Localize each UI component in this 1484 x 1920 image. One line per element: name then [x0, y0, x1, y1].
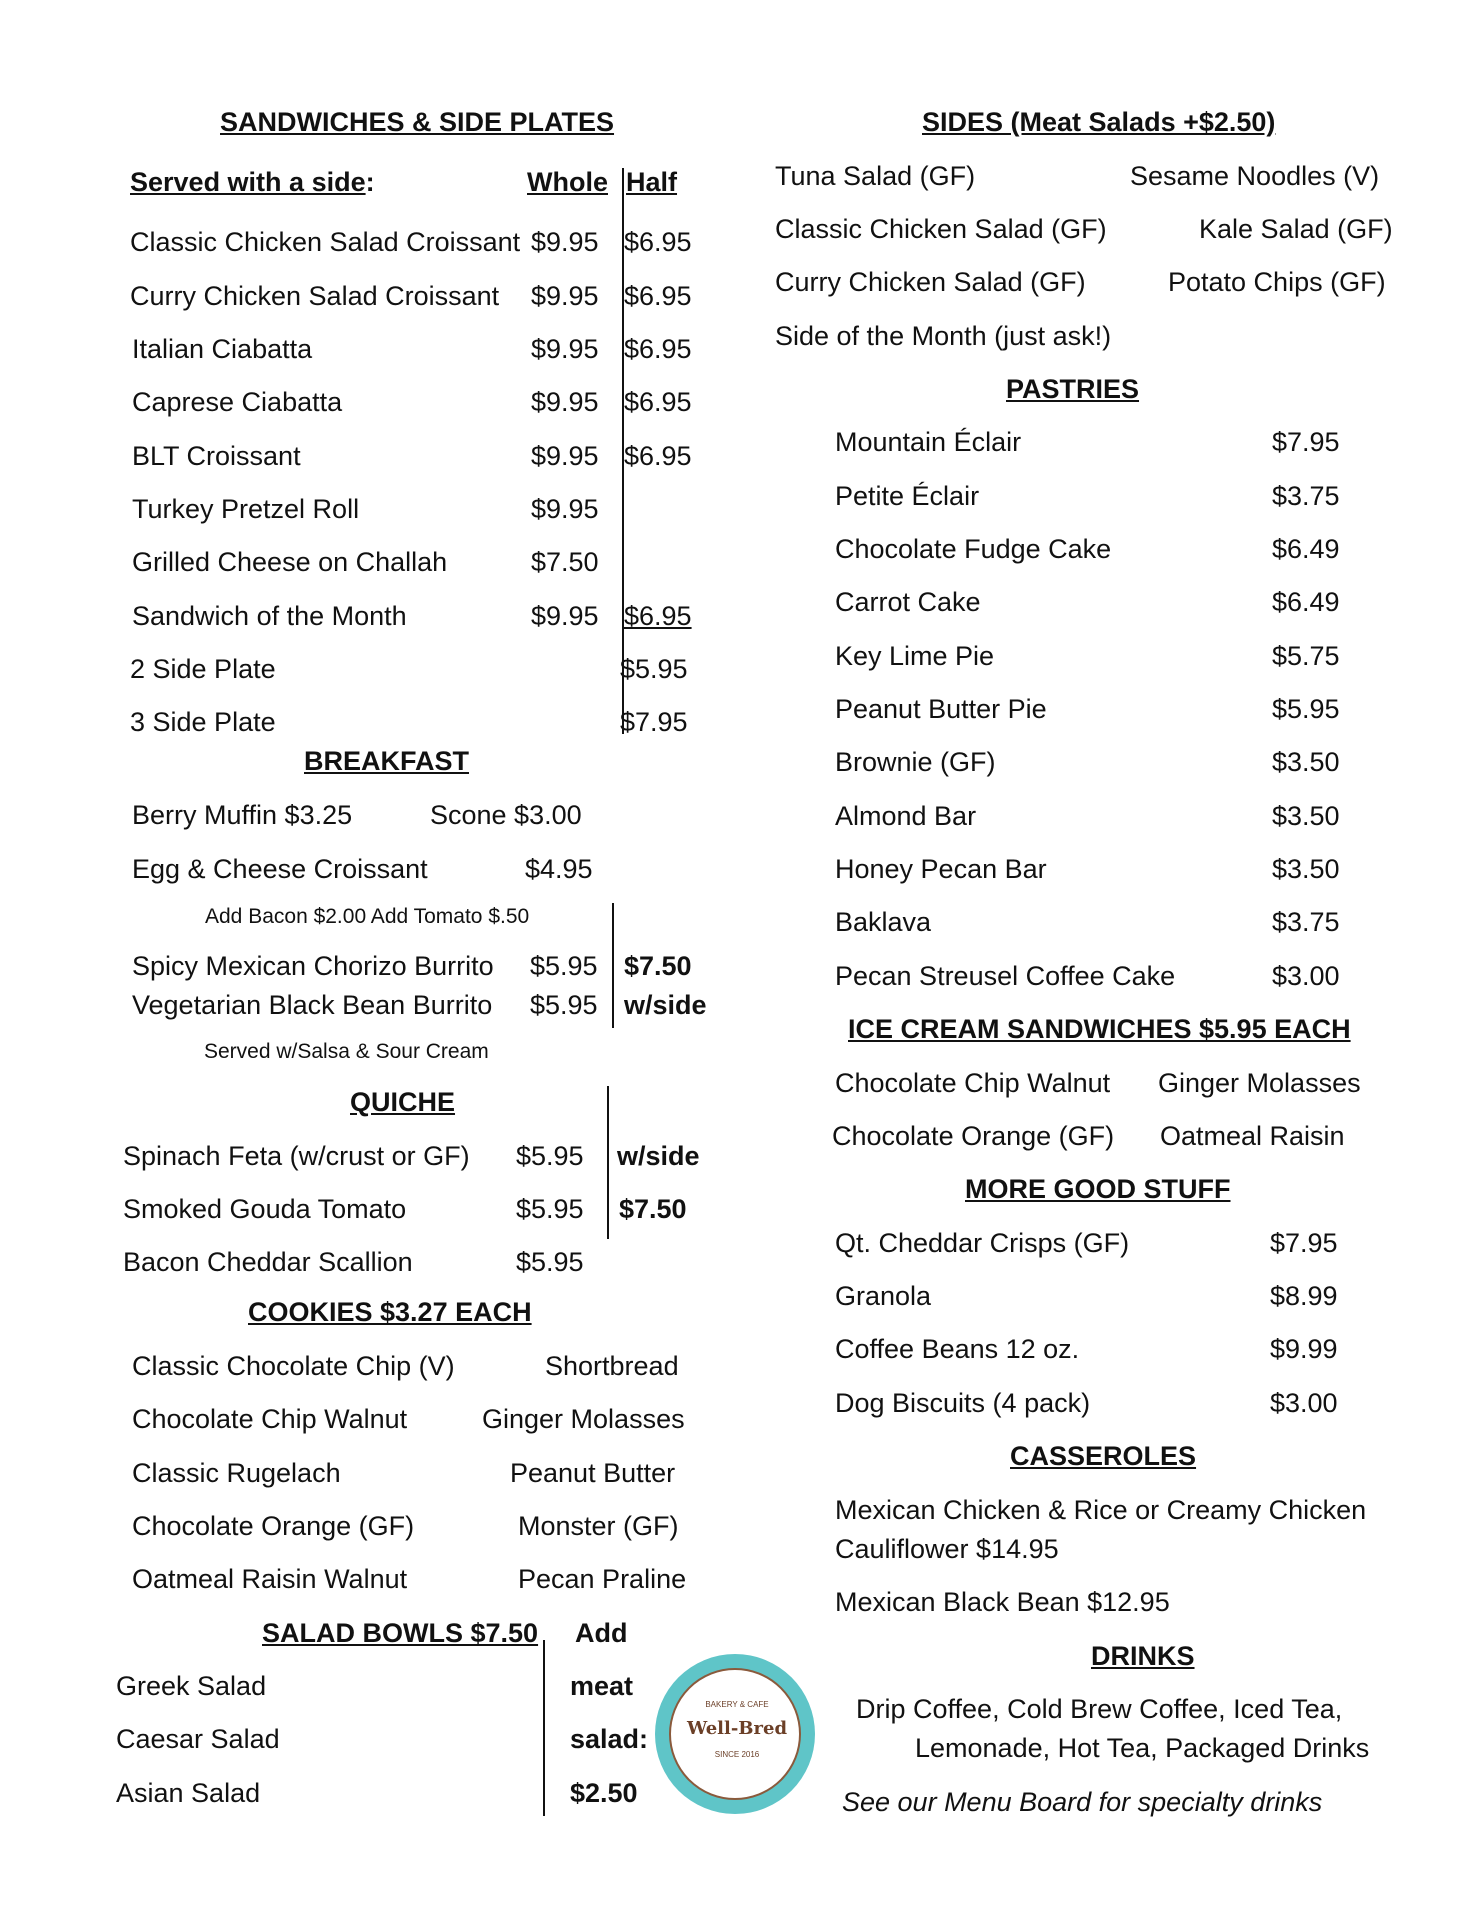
sandwich-whole-price: $9.95	[531, 227, 599, 257]
pastries-heading: PASTRIES	[1006, 374, 1140, 404]
cookie-item: Chocolate Chip Walnut	[132, 1404, 408, 1434]
ice-cream-heading: ICE CREAM SANDWICHES $5.95 EACH	[848, 1014, 1351, 1044]
casserole-line: Mexican Black Bean $12.95	[835, 1587, 1170, 1617]
salad-item: Asian Salad	[116, 1778, 261, 1808]
well-bred-logo	[655, 1654, 815, 1814]
quiche-side-label: w/side	[617, 1141, 700, 1171]
quiche-side-price: $7.50	[619, 1194, 687, 1224]
cookie-item: Oatmeal Raisin Walnut	[132, 1564, 408, 1594]
quiche-name: Bacon Cheddar Scallion	[123, 1247, 413, 1277]
sandwich-name: Sandwich of the Month	[132, 601, 407, 631]
breakfast-heading: BREAKFAST	[304, 746, 470, 776]
quiche-price: $5.95	[516, 1194, 584, 1224]
salad-add-price: $2.50	[570, 1778, 638, 1808]
sandwich-whole-price: $9.95	[531, 387, 599, 417]
burrito-side-label: w/side	[624, 990, 707, 1020]
sandwich-name: BLT Croissant	[132, 441, 301, 471]
logo-inner-ring	[669, 1668, 801, 1800]
sandwich-half-price: $6.95	[624, 441, 692, 471]
served-with-side-label	[130, 166, 375, 198]
pastry-price: $6.49	[1272, 587, 1340, 617]
drinks-line: Drip Coffee, Cold Brew Coffee, Iced Tea,	[856, 1694, 1343, 1724]
drinks-line: Lemonade, Hot Tea, Packaged Drinks	[915, 1733, 1370, 1763]
cookie-item: Monster (GF)	[518, 1511, 679, 1541]
sandwich-half-price: $6.95	[624, 227, 692, 257]
chorizo-burrito: Spicy Mexican Chorizo Burrito	[132, 951, 494, 981]
side-item: Potato Chips (GF)	[1168, 267, 1386, 297]
quiche-name: Smoked Gouda Tomato	[123, 1194, 407, 1224]
pastry-name: Key Lime Pie	[835, 641, 995, 671]
sandwich-name: Italian Ciabatta	[132, 334, 313, 364]
quiche-name: Spinach Feta (w/crust or GF)	[123, 1141, 470, 1171]
sandwich-whole-price: $9.95	[531, 441, 599, 471]
pastry-name: Petite Éclair	[835, 481, 980, 511]
more-item-name: Coffee Beans 12 oz.	[835, 1334, 1080, 1364]
sandwich-whole-price: $9.95	[531, 601, 599, 631]
cookie-item: Pecan Praline	[518, 1564, 687, 1594]
salad-divider-line	[543, 1640, 545, 1816]
sandwich-name: Grilled Cheese on Challah	[132, 547, 448, 577]
served-colon: :	[365, 167, 375, 197]
sandwich-half-price: $6.95	[624, 601, 692, 631]
burrito-side-price: $7.50	[624, 951, 692, 981]
pastry-price: $3.50	[1272, 747, 1340, 777]
pastry-price: $3.75	[1272, 481, 1340, 511]
pastry-name: Baklava	[835, 907, 932, 937]
pastry-name: Pecan Streusel Coffee Cake	[835, 961, 1176, 991]
salad-add-label: Add	[575, 1618, 628, 1648]
chorizo-burrito-price: $5.95	[530, 951, 598, 981]
pastry-name: Brownie (GF)	[835, 747, 996, 777]
more-item-name: Granola	[835, 1281, 932, 1311]
side-plate-name: 2 Side Plate	[130, 654, 276, 684]
sandwich-name: Curry Chicken Salad Croissant	[130, 281, 500, 311]
more-item-price: $3.00	[1270, 1388, 1338, 1418]
burrito-divider-line	[612, 903, 614, 1028]
sandwich-name: Classic Chicken Salad Croissant	[130, 227, 521, 257]
salad-item: Greek Salad	[116, 1671, 267, 1701]
pastry-price: $3.00	[1272, 961, 1340, 991]
sandwich-whole-price: $7.50	[531, 547, 599, 577]
quiche-price: $5.95	[516, 1247, 584, 1277]
sandwich-whole-price: $9.95	[531, 281, 599, 311]
egg-cheese-price: $4.95	[525, 854, 593, 884]
sandwich-name: Caprese Ciabatta	[132, 387, 343, 417]
more-item-price: $7.95	[1270, 1228, 1338, 1258]
black-bean-burrito: Vegetarian Black Bean Burrito	[132, 990, 493, 1020]
pastry-name: Mountain Éclair	[835, 427, 1022, 457]
quiche-divider-line	[607, 1086, 609, 1239]
quiche-heading: QUICHE	[350, 1087, 456, 1117]
egg-cheese-croissant: Egg & Cheese Croissant	[132, 854, 428, 884]
ice-cream-item: Ginger Molasses	[1158, 1068, 1361, 1098]
logo-since-text: SINCE 2016	[714, 1750, 760, 1759]
salad-add-label: meat	[570, 1671, 634, 1701]
side-item: Sesame Noodles (V)	[1130, 161, 1380, 191]
ice-cream-item: Chocolate Orange (GF)	[832, 1121, 1115, 1151]
pastry-name: Peanut Butter Pie	[835, 694, 1047, 724]
cookie-item: Peanut Butter	[510, 1458, 676, 1488]
pastry-name: Chocolate Fudge Cake	[835, 534, 1112, 564]
salad-item: Caesar Salad	[116, 1724, 280, 1754]
sandwich-whole-price: $9.95	[531, 334, 599, 364]
side-item: Tuna Salad (GF)	[775, 161, 976, 191]
pastry-price: $5.95	[1272, 694, 1340, 724]
pastry-price: $3.75	[1272, 907, 1340, 937]
casseroles-heading: CASSEROLES	[1010, 1441, 1197, 1471]
black-bean-burrito-price: $5.95	[530, 990, 598, 1020]
cookie-item: Classic Chocolate Chip (V)	[132, 1351, 455, 1381]
pastry-price: $3.50	[1272, 854, 1340, 884]
more-good-stuff-heading: MORE GOOD STUFF	[965, 1174, 1231, 1204]
pastry-name: Honey Pecan Bar	[835, 854, 1047, 884]
side-plate-name: 3 Side Plate	[130, 707, 276, 737]
breakfast-addons: Add Bacon $2.00 Add Tomato $.50	[205, 905, 530, 928]
salad-bowls-heading: SALAD BOWLS $7.50	[262, 1618, 539, 1648]
quiche-price: $5.95	[516, 1141, 584, 1171]
ice-cream-item: Chocolate Chip Walnut	[835, 1068, 1111, 1098]
salad-add-label: salad:	[570, 1724, 649, 1754]
burrito-served-note: Served w/Salsa & Sour Cream	[204, 1040, 489, 1063]
pastry-price: $7.95	[1272, 427, 1340, 457]
whole-column-header: Whole	[527, 167, 608, 197]
sandwich-whole-price: $9.95	[531, 494, 599, 524]
pastry-name: Almond Bar	[835, 801, 977, 831]
pastry-price: $3.50	[1272, 801, 1340, 831]
sandwich-half-price: $6.95	[624, 387, 692, 417]
cookies-heading: COOKIES $3.27 EACH	[248, 1297, 532, 1327]
half-column-header: Half	[626, 167, 678, 197]
sandwiches-heading: SANDWICHES & SIDE PLATES	[220, 107, 615, 137]
logo-top-text: BAKERY & CAFE	[705, 1700, 769, 1709]
drinks-note: See our Menu Board for specialty drinks	[842, 1787, 1323, 1817]
casserole-line: Mexican Chicken & Rice or Creamy Chicken	[835, 1495, 1367, 1525]
cookie-item: Shortbread	[545, 1351, 679, 1381]
more-item-name: Qt. Cheddar Crisps (GF)	[835, 1228, 1130, 1258]
logo-name-text: Well-Bred	[686, 1718, 788, 1739]
more-item-name: Dog Biscuits (4 pack)	[835, 1388, 1091, 1418]
cookie-item: Ginger Molasses	[482, 1404, 685, 1434]
served-text: Served with a side	[130, 167, 366, 197]
side-item: Curry Chicken Salad (GF)	[775, 267, 1086, 297]
berry-muffin: Berry Muffin $3.25	[132, 800, 353, 830]
cookie-item: Classic Rugelach	[132, 1458, 341, 1488]
pastry-price: $6.49	[1272, 534, 1340, 564]
scone: Scone $3.00	[430, 800, 582, 830]
casserole-line: Cauliflower $14.95	[835, 1534, 1059, 1564]
side-item: Classic Chicken Salad (GF)	[775, 214, 1107, 244]
sides-heading: SIDES (Meat Salads +$2.50)	[922, 107, 1276, 137]
ice-cream-item: Oatmeal Raisin	[1160, 1121, 1345, 1151]
side-plate-price: $5.95	[620, 654, 688, 684]
drinks-heading: DRINKS	[1091, 1641, 1195, 1671]
more-item-price: $9.99	[1270, 1334, 1338, 1364]
sandwich-name: Turkey Pretzel Roll	[132, 494, 360, 524]
side-item: Kale Salad (GF)	[1199, 214, 1393, 244]
side-item: Side of the Month (just ask!)	[775, 321, 1112, 351]
cookie-item: Chocolate Orange (GF)	[132, 1511, 415, 1541]
sandwich-half-price: $6.95	[624, 281, 692, 311]
more-item-price: $8.99	[1270, 1281, 1338, 1311]
sandwich-half-price: $6.95	[624, 334, 692, 364]
pastry-price: $5.75	[1272, 641, 1340, 671]
side-plate-price: $7.95	[620, 707, 688, 737]
pastry-name: Carrot Cake	[835, 587, 981, 617]
